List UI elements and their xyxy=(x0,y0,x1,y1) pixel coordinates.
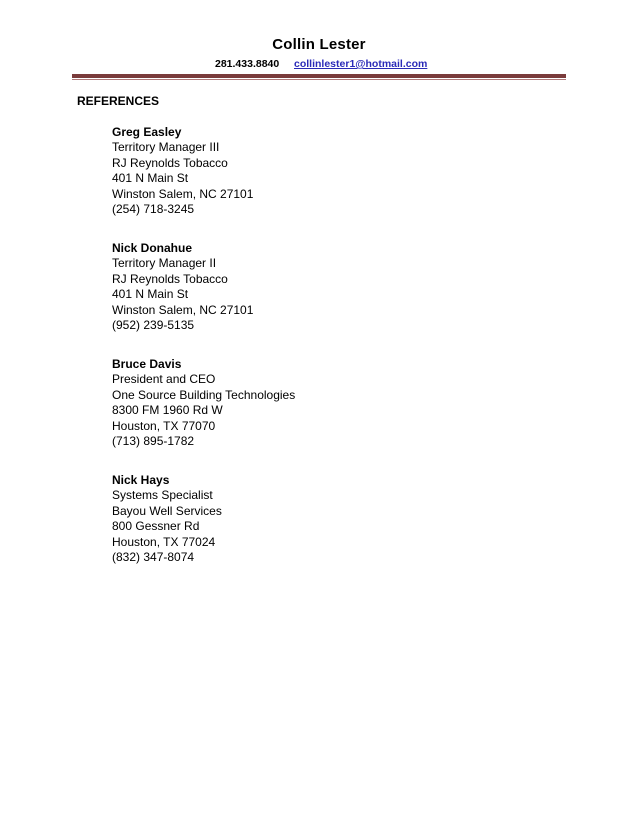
reference-name: Nick Hays xyxy=(112,472,170,487)
reference-street: 401 N Main St xyxy=(112,287,189,302)
reference-city: Houston, TX 77070 xyxy=(112,418,216,433)
reference-street: 800 Gessner Rd xyxy=(112,519,200,534)
header-rule-thin xyxy=(72,79,566,80)
reference-phone: (952) 239-5135 xyxy=(112,318,195,333)
reference-name: Nick Donahue xyxy=(112,240,193,255)
reference-entry xyxy=(112,124,532,218)
reference-title: Territory Manager III xyxy=(112,140,220,154)
reference-phone: (832) 347-8074 xyxy=(112,550,195,565)
reference-entry xyxy=(112,240,532,334)
reference-street: 8300 FM 1960 Rd W xyxy=(112,403,223,418)
reference-title: Systems Specialist xyxy=(112,487,213,502)
phone-number: 281.433.8840 xyxy=(215,58,280,70)
reference-name: Bruce Davis xyxy=(112,356,182,371)
reference-phone: (254) 718-3245 xyxy=(112,202,195,217)
reference-company: Bayou Well Services xyxy=(112,503,222,518)
reference-city: Houston, TX 77024 xyxy=(112,534,216,549)
reference-title: Territory Manager II xyxy=(112,255,217,270)
person-name: Collin Lester xyxy=(272,36,366,53)
header-rule-thick xyxy=(72,74,566,78)
reference-name: Greg Easley xyxy=(112,125,182,139)
email-link[interactable]: collinlester1@hotmail.com xyxy=(294,58,428,70)
reference-company: RJ Reynolds Tobacco xyxy=(112,155,228,170)
reference-entry xyxy=(112,472,532,566)
reference-entry xyxy=(112,356,532,450)
reference-city: Winston Salem, NC 27101 xyxy=(112,302,254,317)
section-heading-references: REFERENCES xyxy=(77,94,160,108)
reference-company: One Source Building Technologies xyxy=(112,387,296,402)
reference-city: Winston Salem, NC 27101 xyxy=(112,186,254,201)
reference-street: 401 N Main St xyxy=(112,171,189,186)
reference-phone: (713) 895-1782 xyxy=(112,434,195,449)
reference-title: President and CEO xyxy=(112,371,216,386)
reference-company: RJ Reynolds Tobacco xyxy=(112,271,228,286)
references-list xyxy=(112,124,532,588)
